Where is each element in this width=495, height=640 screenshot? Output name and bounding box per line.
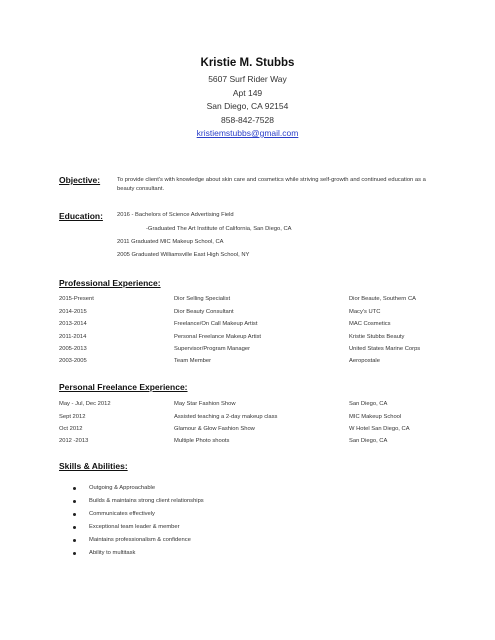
table-row [59,414,459,426]
role-cell: Glamour & Glow Fashion Show [174,426,255,432]
org-cell: W Hotel San Diego, CA [349,426,410,432]
table-row [59,334,459,346]
table-row [59,309,459,321]
skill-text: Exceptional team leader & member [89,524,180,530]
freelance-heading: Personal Freelance Experience: [59,382,188,392]
dates-cell: 2005-2013 [59,346,87,352]
resume-header [0,57,495,141]
skill-text: Communicates effectively [89,511,155,517]
skills-heading: Skills & Abilities: [59,461,128,471]
skill-text: Builds & maintains strong client relationships [89,498,204,504]
role-cell: Dior Beauty Consultant [174,309,234,315]
dates-cell: 2014-2015 [59,309,87,315]
dates-cell: 2013-2014 [59,321,87,327]
bullet-icon [73,500,76,503]
skill-text: Outgoing & Approachable [89,485,156,491]
org-cell: MAC Cosmetics [349,321,391,327]
dates-cell: 2015-Present [59,296,94,302]
role-cell: Team Member [174,358,212,364]
table-row [59,346,459,358]
role-cell: Personal Freelance Makeup Artist [174,334,261,340]
dates-cell: 2012 -2013 [59,438,89,444]
org-cell: United States Marine Corps [349,346,421,352]
org-cell: Dior Beaute, Southern CA [349,296,417,302]
education-line: 2016 - Bachelors of Science Advertising Field [117,212,234,218]
org-cell: San Diego, CA [349,438,388,444]
role-cell: Dior Selling Specialist [174,296,231,302]
professional-heading: Professional Experience: [59,278,161,288]
phone-number: 858-842-7528 [221,114,274,125]
objective-text: To provide client's with knowledge about skin care and cosmetics while striving self-growth and continued education as a beauty consultant. [117,177,426,192]
email-link[interactable]: kristiemstubbs@gmail.com [196,128,299,138]
org-cell: MIC Makeup School [349,414,402,420]
table-row [59,296,459,308]
bullet-icon [73,552,76,555]
table-row [59,438,459,450]
education-line: -Graduated The Art Institute of California, San Diego, CA [146,226,292,232]
objective-heading: Objective: [59,175,101,185]
role-cell: May Star Fashion Show [174,401,236,407]
candidate-name: Kristie M. Stubbs [200,57,295,69]
org-cell: San Diego, CA [349,401,388,407]
org-cell: Macy's UTC [349,309,381,315]
dates-cell: Oct 2012 [59,426,83,432]
bullet-icon [73,539,76,542]
role-cell: Multiple Photo shoots [174,438,230,444]
skill-text: Maintains professionalism & confidence [89,537,191,543]
role-cell: Assisted teaching a 2-day makeup class [174,414,278,420]
address-city: San Diego, CA 92154 [206,101,289,111]
bullet-icon [73,513,76,516]
address-line-2: Apt 149 [232,87,263,98]
org-cell: Kristie Stubbs Beauty [349,334,405,340]
table-row [59,358,459,370]
dates-cell: May - Jul, Dec 2012 [59,401,111,407]
bullet-icon [73,526,76,529]
table-row [59,401,459,413]
education-line: 2011 Graduated MIC Makeup School, CA [117,239,224,245]
address-line-1: 5607 Surf Rider Way [208,74,287,84]
dates-cell: Sept 2012 [59,414,86,420]
dates-cell: 2011-2014 [59,334,87,340]
role-cell: Freelance/On Call Makeup Artist [174,321,258,327]
table-row [59,426,459,438]
role-cell: Supervisor/Program Manager [174,346,251,352]
skill-text: Ability to multitask [89,550,136,556]
education-line: 2005 Graduated Williamsville East High School, NY [117,252,250,258]
dates-cell: 2003-2005 [59,358,87,364]
org-cell: Aeropostale [349,358,380,364]
bullet-icon [73,487,76,490]
table-row [59,321,459,333]
education-heading: Education: [59,211,103,221]
